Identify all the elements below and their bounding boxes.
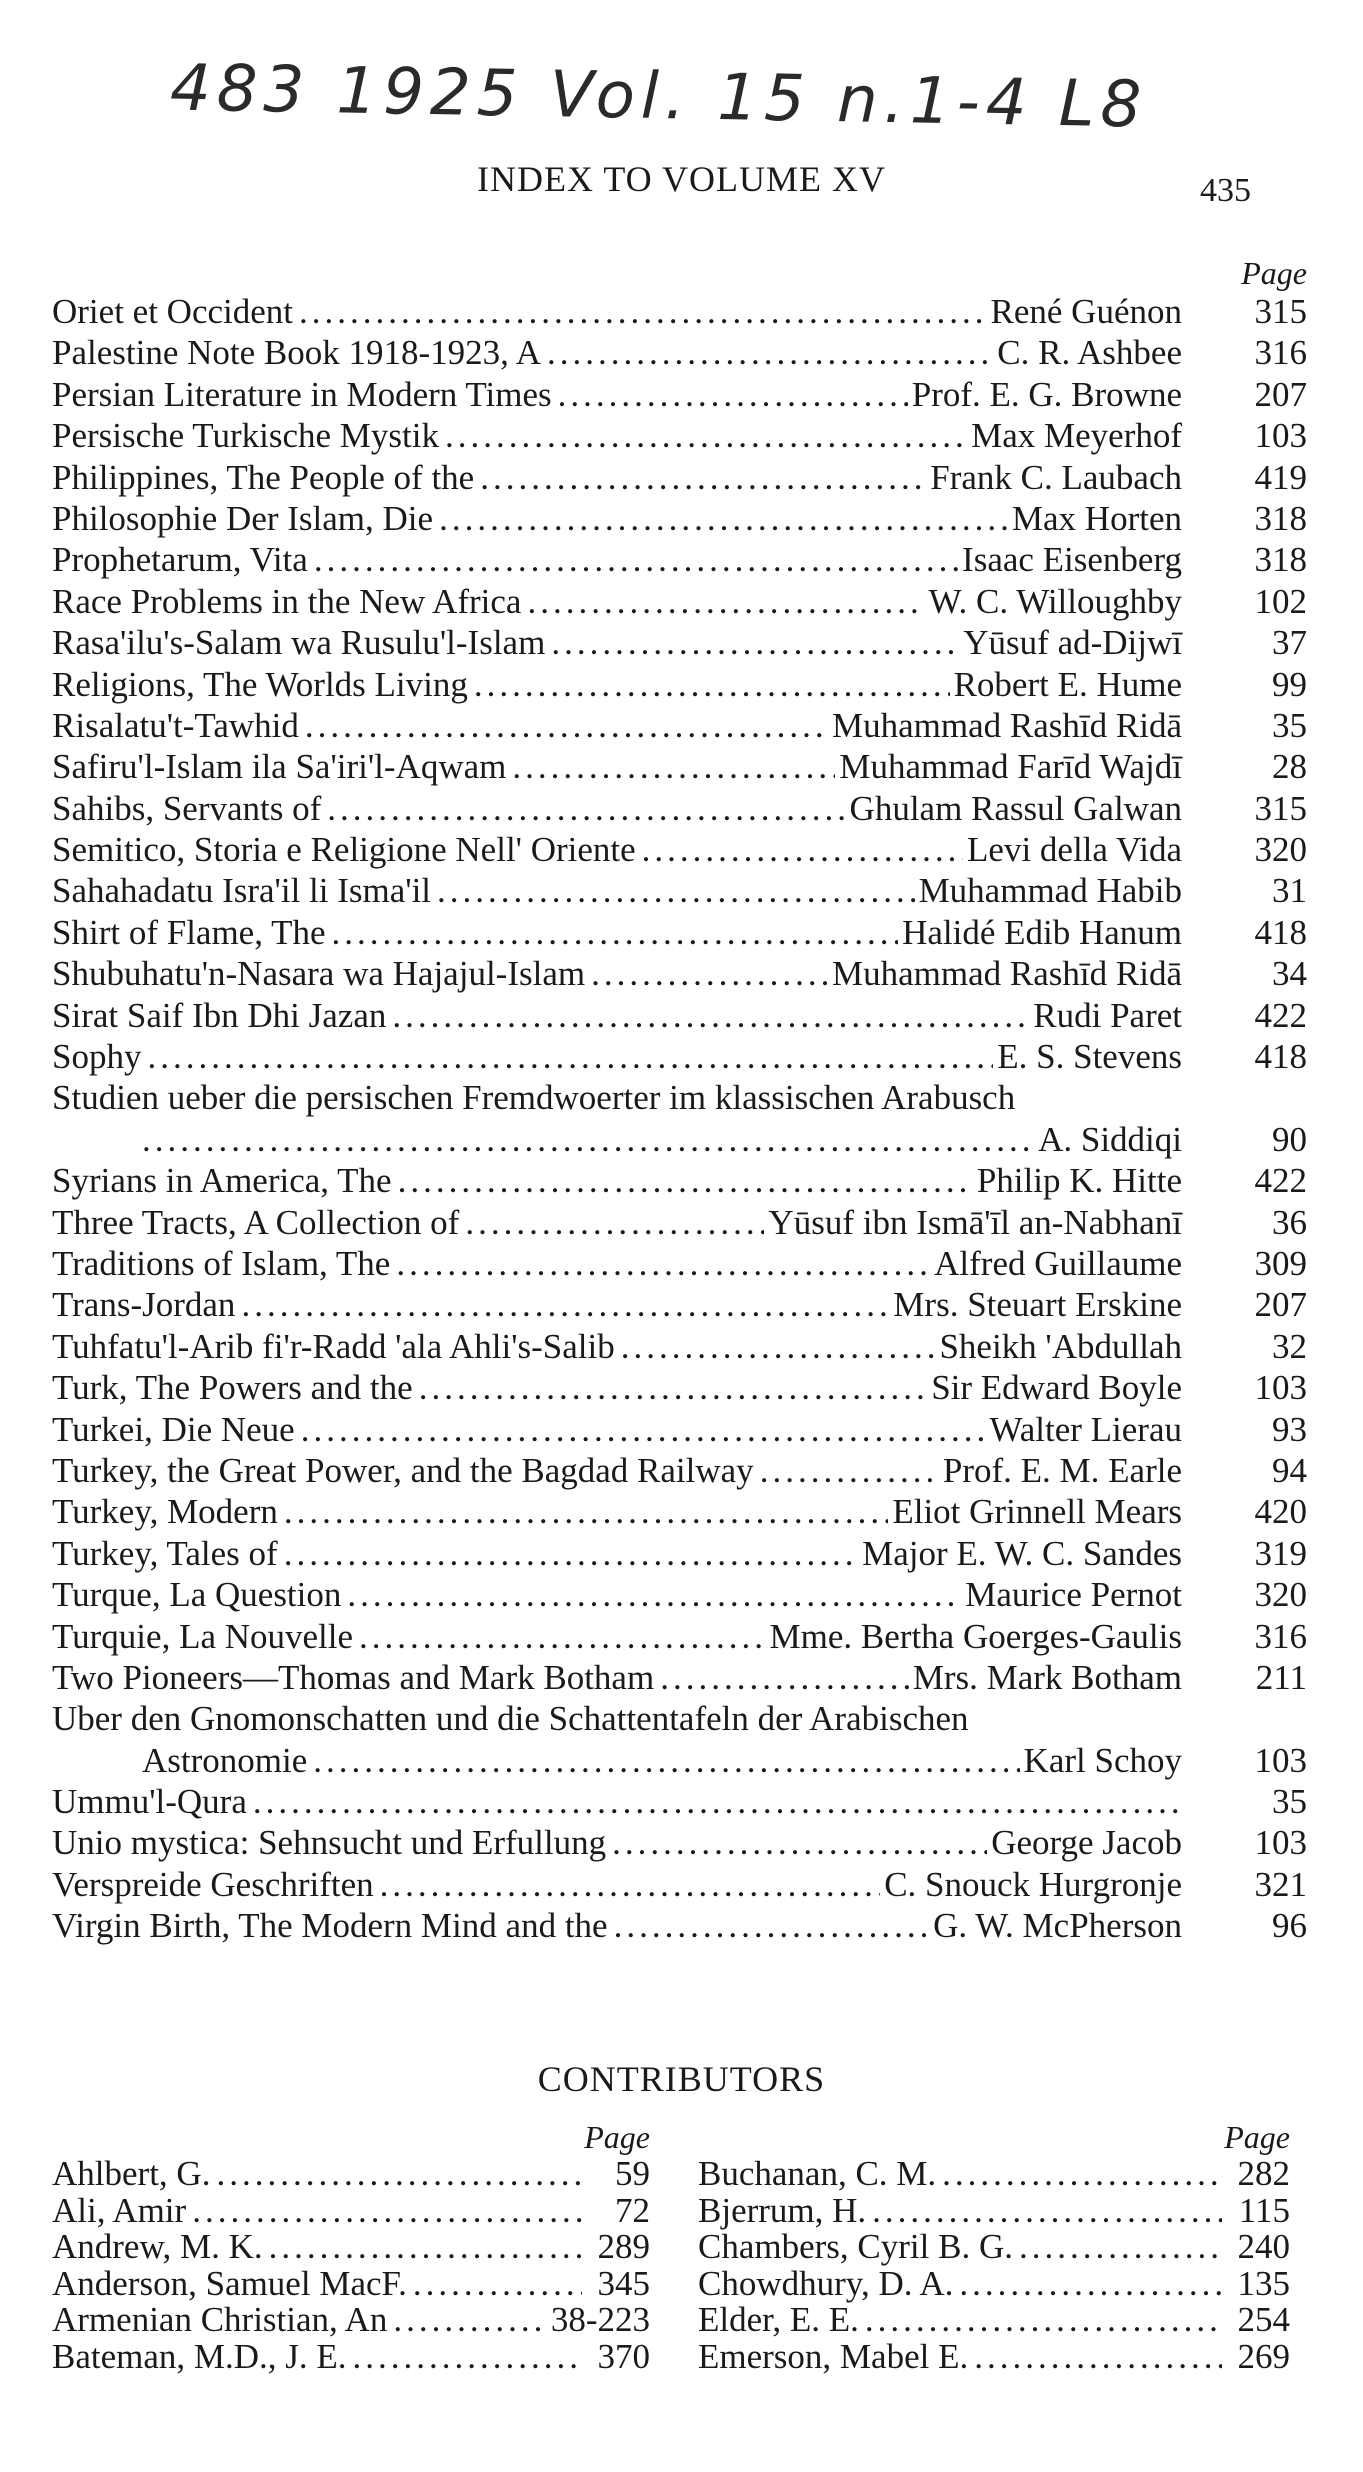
dot-leader (314, 539, 958, 580)
entry-leader-line (52, 1409, 1182, 1450)
entry-author: Levi della Vida (967, 830, 1182, 870)
contributor-page: 345 (597, 2263, 650, 2303)
entry-leader-line (52, 829, 1182, 870)
entry-page: 36 (1272, 1202, 1307, 1242)
entry-page: 103 (1254, 1823, 1307, 1863)
entry-leader-line (52, 912, 1182, 953)
entry-author: Robert E. Hume (953, 664, 1182, 704)
entry-title: Palestine Note Book 1918-1923, A (52, 332, 547, 373)
contributor-row (698, 2156, 1290, 2193)
entry-author: Sir Edward Boyle (931, 1368, 1182, 1408)
contributors-right-column (698, 2118, 1290, 2375)
entry-page: 90 (1272, 1119, 1307, 1159)
entry-leader-line (52, 1616, 1182, 1657)
contributor-name: Ali, Amir (52, 2190, 187, 2230)
dot-leader (313, 1740, 1019, 1781)
dot-leader (284, 1533, 858, 1574)
contributor-name: Chambers, Cyril B. G. (698, 2227, 1013, 2266)
entry-title: Philippines, The People of the (52, 457, 480, 498)
index-entry (52, 829, 1307, 870)
dot-leader (301, 1409, 986, 1450)
entry-leader-line (142, 1740, 1182, 1781)
entry-leader-line (52, 870, 1182, 911)
dot-leader (865, 2302, 1222, 2339)
dot-leader (959, 2266, 1222, 2303)
dot-leader (942, 2156, 1222, 2193)
entry-page: 93 (1272, 1409, 1307, 1449)
index-entry (52, 1781, 1307, 1822)
contributor-name: Bateman, M.D., J. E. (52, 2336, 347, 2376)
entry-title: Syrians in America, The (52, 1160, 398, 1201)
entry-author: Muhammad Rashīd Ridā (832, 705, 1182, 745)
dot-leader (359, 1616, 766, 1657)
entry-title: Turkey, Tales of (52, 1533, 284, 1574)
index-entry (52, 291, 1307, 332)
entry-leader-line (52, 457, 1182, 498)
entry-author: Major E. W. C. Sandes (862, 1533, 1182, 1573)
entry-author: W. C. Willoughby (928, 581, 1182, 621)
entry-title: Studien ueber die persischen Fremdwoerter im klassischen Arabusch (52, 1078, 1016, 1118)
entry-leader-line (52, 705, 1182, 746)
dot-leader (445, 415, 967, 456)
page-column-heading: Page (1241, 255, 1307, 291)
entry-page: 96 (1272, 1906, 1307, 1946)
entry-author: C. R. Ashbee (997, 333, 1182, 373)
dot-leader (974, 2339, 1222, 2376)
entry-leader-line (52, 746, 1182, 787)
entry-leader-line (52, 1326, 1182, 1367)
entry-page: 320 (1254, 1575, 1307, 1615)
entry-author: Max Meyerhof (971, 416, 1182, 456)
entry-leader-line (52, 1657, 1182, 1698)
entry-title: Turque, La Question (52, 1574, 347, 1615)
entry-page: 28 (1272, 747, 1307, 787)
contributors-left-column (52, 2118, 650, 2375)
entry-leader-line (52, 332, 1182, 373)
index-entry (52, 788, 1307, 829)
contributor-row (698, 2229, 1290, 2266)
dot-leader (142, 1119, 1034, 1160)
entry-title: Persische Turkische Mystik (52, 415, 445, 456)
contributor-row (698, 2190, 1290, 2230)
dot-leader (398, 1160, 973, 1201)
entry-leader-line (52, 374, 1182, 415)
entry-title-continued: Astronomie (142, 1740, 313, 1781)
dot-leader (439, 498, 1008, 539)
entry-author: C. Snouck Hurgronje (884, 1864, 1182, 1904)
entry-title: Semitico, Storia e Religione Nell' Oriente (52, 829, 642, 870)
entry-page: 420 (1254, 1492, 1307, 1532)
entry-page: 37 (1272, 623, 1307, 663)
contributor-page: 38-223 (550, 2300, 650, 2339)
entry-title: Sahahadatu Isra'il li Isma'il (52, 870, 437, 911)
index-entry (52, 415, 1307, 456)
dot-leader (305, 705, 828, 746)
entry-page: 422 (1254, 995, 1307, 1035)
contributor-row (52, 2156, 650, 2193)
index-entry (52, 1450, 1307, 1491)
entry-title: Sirat Saif Ibn Dhi Jazan (52, 995, 392, 1036)
page-title: INDEX TO VOLUME XV (477, 159, 886, 199)
index-entry (52, 374, 1307, 415)
entry-leader-line (52, 953, 1182, 994)
entry-title: Shubuhatu'n-Nasara wa Hajajul-Islam (52, 953, 591, 994)
entry-page: 422 (1254, 1161, 1307, 1201)
dot-leader (558, 374, 908, 415)
entry-title: Virgin Birth, The Modern Mind and the (52, 1905, 614, 1946)
entry-author: Muhammad Habib (918, 871, 1182, 911)
dot-leader (353, 2339, 582, 2376)
entry-author: Yūsuf ibn Ismā'īl an-Nabhanī (768, 1202, 1182, 1242)
entry-author: Maurice Pernot (965, 1575, 1182, 1615)
entry-page: 103 (1254, 1368, 1307, 1408)
contributor-page: 135 (1237, 2263, 1290, 2303)
entry-page: 211 (1255, 1657, 1307, 1697)
dot-leader (332, 912, 899, 953)
entry-page: 419 (1254, 457, 1307, 497)
dot-leader (591, 953, 828, 994)
contributor-name: Anderson, Samuel MacF. (52, 2263, 407, 2303)
index-entry (52, 498, 1307, 539)
entry-title: Verspreide Geschriften (52, 1864, 380, 1905)
dot-leader (547, 332, 993, 373)
contributor-row (698, 2336, 1290, 2376)
entry-leader-line (52, 1202, 1182, 1243)
contributors-heading: CONTRIBUTORS (537, 2059, 826, 2099)
dot-leader (527, 581, 924, 622)
index-entry (52, 1491, 1307, 1532)
dot-leader (512, 746, 835, 787)
entry-title: Persian Literature in Modern Times (52, 374, 558, 415)
entry-author: Philip K. Hitte (976, 1161, 1182, 1201)
entry-title: Turkey, Modern (52, 1491, 284, 1532)
index-entry (52, 1822, 1307, 1863)
dot-leader (465, 1202, 764, 1243)
index-entry (52, 581, 1307, 622)
index-entry (52, 457, 1307, 498)
dot-leader (413, 2266, 582, 2303)
contributor-name: Elder, E. E. (698, 2300, 859, 2339)
index-entry (52, 1160, 1307, 1201)
entry-leader-line (52, 1533, 1182, 1574)
index-entry (52, 870, 1307, 911)
entry-leader-line (52, 1160, 1182, 1201)
entry-author: Walter Lierau (989, 1409, 1182, 1449)
entry-leader-line (52, 1822, 1182, 1863)
index-entry (52, 1409, 1307, 1450)
contributor-row (52, 2190, 650, 2230)
contributor-row (698, 2263, 1290, 2303)
entry-author: Isaac Eisenberg (962, 540, 1182, 580)
index-entry (52, 995, 1307, 1036)
dot-leader (612, 1822, 987, 1863)
index-entry (52, 1698, 1307, 1781)
entry-page: 320 (1254, 830, 1307, 870)
dot-leader (147, 1036, 993, 1077)
index-entry (52, 1864, 1307, 1905)
index-entry (52, 1905, 1307, 1946)
entry-leader-line (52, 1574, 1182, 1615)
dot-leader (380, 1864, 881, 1905)
entry-author: Prof. E. G. Browne (911, 374, 1182, 414)
entry-title: Philosophie Der Islam, Die (52, 498, 439, 539)
dot-leader (621, 1326, 936, 1367)
entry-leader-line (52, 1905, 1182, 1946)
index-entry (52, 705, 1307, 746)
entry-page: 35 (1272, 705, 1307, 745)
contributor-page: 72 (615, 2190, 650, 2230)
entry-leader-line (52, 664, 1182, 705)
entry-leader-line (52, 788, 1182, 829)
contributor-row (698, 2302, 1290, 2339)
entry-leader-line (142, 1119, 1182, 1160)
entry-leader-line (52, 1284, 1182, 1325)
index-entry (52, 1574, 1307, 1615)
entry-author: Muhammad Rashīd Ridā (832, 954, 1182, 994)
dot-leader (299, 291, 987, 332)
index-entry (52, 622, 1307, 663)
entry-leader-line (52, 1036, 1182, 1077)
entry-author: Max Horten (1011, 498, 1182, 538)
entry-page: 31 (1272, 871, 1307, 911)
contributor-page: 240 (1237, 2227, 1290, 2266)
entry-leader-line (52, 581, 1182, 622)
dot-leader (660, 1657, 909, 1698)
contributor-page: 289 (597, 2227, 650, 2266)
entry-title: Turkei, Die Neue (52, 1409, 301, 1450)
entry-leader-line (52, 415, 1182, 456)
dot-leader (192, 2193, 582, 2230)
index-entry (52, 1243, 1307, 1284)
index-entry (52, 1202, 1307, 1243)
entry-page: 99 (1272, 664, 1307, 704)
entry-title: Three Tracts, A Collection of (52, 1202, 465, 1243)
dot-leader (480, 457, 926, 498)
entry-title: Sophy (52, 1036, 147, 1077)
entry-title: Race Problems in the New Africa (52, 581, 527, 622)
entry-leader-line (52, 1367, 1182, 1408)
handwritten-annotation: 483 1925 Vol. 15 n.1-4 L8 (169, 51, 1148, 143)
contributor-name: Buchanan, C. M. (698, 2154, 937, 2193)
entry-author: Halidé Edib Hanum (902, 912, 1182, 952)
contributor-name: Emerson, Mabel E. (698, 2336, 969, 2376)
entry-title: Shirt of Flame, The (52, 912, 332, 953)
entry-title: Uber den Gnomonschatten und die Schattentafeln der Arabischen (52, 1699, 969, 1739)
dot-leader (253, 1781, 1178, 1822)
index-entry (52, 1367, 1307, 1408)
contributors-page-heading-right: Page (1224, 2119, 1290, 2155)
entry-leader-line (52, 498, 1182, 539)
entry-page: 316 (1254, 1616, 1307, 1656)
contributor-name: Armenian Christian, An (52, 2300, 388, 2339)
entry-title: Turkey, the Great Power, and the Bagdad Railway (52, 1450, 760, 1491)
contributor-row (52, 2302, 650, 2339)
index-entry (52, 912, 1307, 953)
dot-leader (327, 788, 845, 829)
index-list (52, 255, 1307, 1947)
entry-page: 321 (1254, 1864, 1307, 1904)
index-entry (52, 1533, 1307, 1574)
index-entry (52, 539, 1307, 580)
contributor-page: 370 (597, 2336, 650, 2376)
index-entry (52, 746, 1307, 787)
entry-title: Turquie, La Nouvelle (52, 1616, 359, 1657)
index-entry (52, 1077, 1307, 1160)
entry-author: Yūsuf ad-Dijwī (963, 623, 1182, 663)
contributors-page-heading-left: Page (584, 2119, 650, 2155)
dot-leader (437, 870, 915, 911)
entry-title: Risalatu't-Tawhid (52, 705, 305, 746)
entry-page: 319 (1254, 1533, 1307, 1573)
dot-leader (241, 1284, 889, 1325)
dot-leader (392, 995, 1029, 1036)
entry-author: Frank C. Laubach (930, 457, 1182, 497)
index-entry (52, 953, 1307, 994)
dot-leader (419, 1367, 928, 1408)
entry-author: George Jacob (991, 1823, 1182, 1863)
contributor-page: 269 (1237, 2336, 1290, 2376)
entry-author: E. S. Stevens (997, 1037, 1182, 1077)
contributor-row (52, 2263, 650, 2303)
entry-page: 315 (1254, 788, 1307, 828)
entry-page: 418 (1254, 1037, 1307, 1077)
entry-author (1178, 1781, 1182, 1822)
entry-page: 35 (1272, 1782, 1307, 1822)
entry-author: Rudi Paret (1033, 995, 1182, 1035)
entry-author: René Guénon (990, 292, 1182, 331)
entry-author: Muhammad Farīd Wajdī (839, 747, 1182, 787)
entry-page: 32 (1272, 1326, 1307, 1366)
entry-title: Turk, The Powers and the (52, 1367, 419, 1408)
dot-leader (393, 2302, 542, 2339)
contributor-page: 115 (1238, 2190, 1290, 2230)
entry-leader-line (52, 1450, 1182, 1491)
entry-author: Prof. E. M. Earle (942, 1450, 1182, 1490)
contributor-name: Ahlbert, G. (52, 2154, 211, 2193)
entry-page: 207 (1254, 1285, 1307, 1325)
entry-title: Prophetarum, Vita (52, 539, 314, 580)
dot-leader (216, 2156, 582, 2193)
entry-page: 94 (1272, 1450, 1307, 1490)
entry-author: Mrs. Steuart Erskine (893, 1285, 1182, 1325)
index-entry (52, 332, 1307, 373)
contributor-name: Chowdhury, D. A. (698, 2263, 954, 2303)
index-entry (52, 664, 1307, 705)
contributor-name: Bjerrum, H. (698, 2190, 867, 2230)
entry-page: 315 (1254, 292, 1307, 331)
entry-title: Traditions of Islam, The (52, 1243, 396, 1284)
entry-page: 318 (1254, 498, 1307, 538)
entry-author: Sheikh 'Abdullah (939, 1326, 1182, 1366)
entry-page: 316 (1254, 333, 1307, 373)
dot-leader (1019, 2229, 1222, 2266)
index-entry (52, 1657, 1307, 1698)
entry-title: Unio mystica: Sehnsucht und Erfullung (52, 1822, 612, 1863)
contributor-page: 282 (1237, 2154, 1290, 2193)
dot-leader (347, 1574, 961, 1615)
dot-leader (269, 2229, 582, 2266)
entry-title: Two Pioneers—Thomas and Mark Botham (52, 1657, 660, 1698)
entry-title: Sahibs, Servants of (52, 788, 327, 829)
entry-leader-line (52, 622, 1182, 663)
contributor-name: Andrew, M. K. (52, 2227, 263, 2266)
entry-author: Mme. Bertha Goerges-Gaulis (769, 1616, 1182, 1656)
entry-page: 318 (1254, 540, 1307, 580)
entry-leader-line (52, 995, 1182, 1036)
entry-leader-line (52, 1781, 1182, 1822)
entry-title: Tuhfatu'l-Arib fi'r-Radd 'ala Ahli's-Salib (52, 1326, 621, 1367)
dot-leader (872, 2193, 1222, 2230)
index-entry (52, 1616, 1307, 1657)
entry-page: 34 (1272, 954, 1307, 994)
index-entries (52, 291, 1307, 1947)
entry-page: 309 (1254, 1244, 1307, 1283)
contributor-page: 254 (1237, 2300, 1290, 2339)
page-number: 435 (1200, 172, 1251, 209)
entry-leader-line (52, 1243, 1182, 1284)
index-entry (52, 1036, 1307, 1077)
entry-page: 418 (1254, 912, 1307, 952)
entry-leader-line (52, 291, 1182, 332)
dot-leader (642, 829, 963, 870)
index-entry (52, 1326, 1307, 1367)
entry-title: Safiru'l-Islam ila Sa'iri'l-Aqwam (52, 746, 512, 787)
entry-page: 103 (1254, 1740, 1307, 1780)
entry-title: Religions, The Worlds Living (52, 664, 474, 705)
entry-author: Karl Schoy (1023, 1740, 1182, 1780)
entry-page: 103 (1254, 416, 1307, 456)
entry-title: Trans-Jordan (52, 1284, 241, 1325)
dot-leader (284, 1491, 888, 1532)
entry-title: Oriet et Occident (52, 291, 299, 332)
entry-leader-line (52, 539, 1182, 580)
contributor-page: 59 (615, 2154, 650, 2193)
entry-page: 102 (1254, 581, 1307, 621)
dot-leader (551, 622, 959, 663)
contributor-row (52, 2336, 650, 2376)
entry-title: Ummu'l-Qura (52, 1781, 253, 1822)
entry-author: Alfred Guillaume (934, 1244, 1182, 1283)
contributor-row (52, 2229, 650, 2266)
index-entry (52, 1284, 1307, 1325)
entry-author: A. Siddiqi (1038, 1119, 1182, 1159)
dot-leader (396, 1243, 930, 1284)
entry-author: Eliot Grinnell Mears (892, 1492, 1182, 1532)
entry-author: Mrs. Mark Botham (912, 1657, 1182, 1697)
dot-leader (614, 1905, 930, 1946)
entry-leader-line (52, 1491, 1182, 1532)
entry-title: Rasa'ilu's-Salam wa Rusulu'l-Islam (52, 622, 551, 663)
entry-page: 207 (1254, 374, 1307, 414)
dot-leader (474, 664, 950, 705)
entry-author: G. W. McPherson (933, 1906, 1182, 1946)
entry-leader-line (52, 1864, 1182, 1905)
dot-leader (760, 1450, 939, 1491)
entry-author: Ghulam Rassul Galwan (849, 788, 1182, 828)
